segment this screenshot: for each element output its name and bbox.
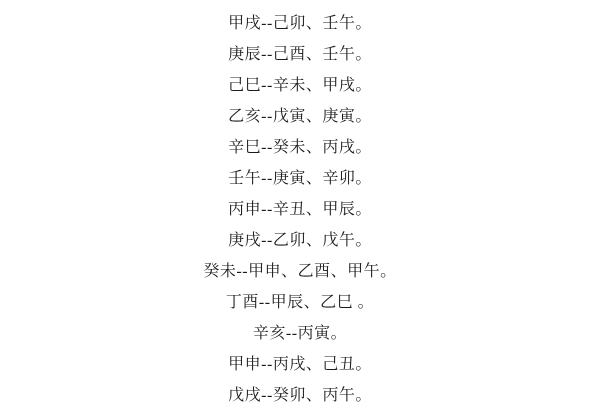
text-line: 丙申--辛丑、甲辰。	[228, 201, 372, 218]
text-line: 庚辰--己酉、壬午。	[228, 46, 372, 63]
text-line: 癸未--甲申、乙酉、甲午。	[203, 263, 397, 280]
text-line: 乙亥--戊寅、庚寅。	[228, 108, 372, 125]
text-line: 壬午--庚寅、辛卯。	[228, 170, 372, 187]
text-line: 甲戌--己卯、壬午。	[228, 15, 372, 32]
text-line: 庚戌--乙卯、戊午。	[228, 232, 372, 249]
text-line: 戊戌--癸卯、丙午。	[228, 387, 372, 404]
text-line: 辛巳--癸未、丙戌。	[228, 139, 372, 156]
text-line: 己巳--辛未、甲戌。	[228, 77, 372, 94]
text-line: 辛亥--丙寅。	[252, 325, 348, 342]
text-line: 丁酉--甲辰、乙巳 。	[225, 294, 375, 311]
text-line: 甲申--丙戌、己丑。	[228, 356, 372, 373]
text-line-list	[0, 8, 600, 411]
